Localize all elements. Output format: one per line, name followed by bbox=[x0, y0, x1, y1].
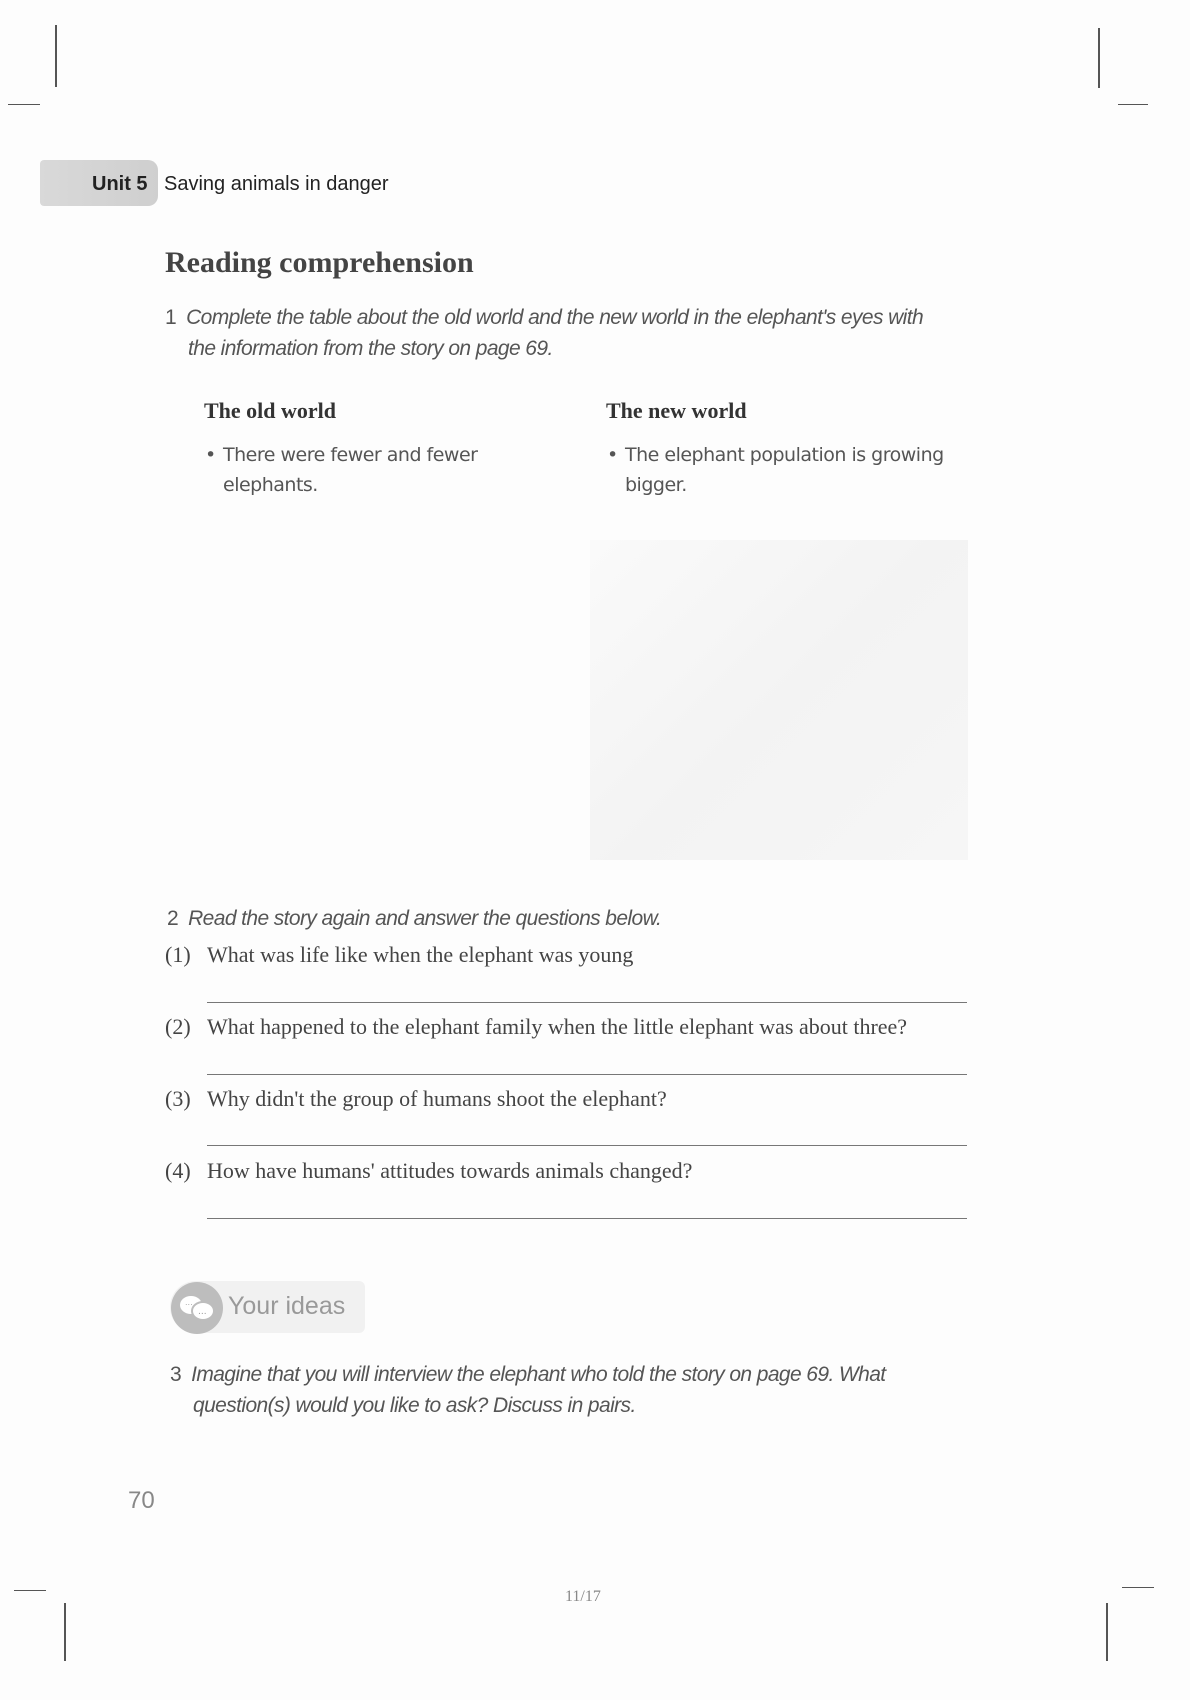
question-number: (1) bbox=[165, 942, 191, 967]
page-number: 70 bbox=[128, 1487, 155, 1514]
answer-line-2[interactable] bbox=[207, 1074, 967, 1075]
exercise2-instruction bbox=[167, 907, 661, 931]
answer-line-4[interactable] bbox=[207, 1218, 967, 1219]
old-world-bullet bbox=[205, 440, 513, 500]
question-text: How have humans' attitudes towards animals changed? bbox=[207, 1158, 693, 1183]
instruction-text: Imagine that you will interview the elephant who told the story on page 69. What bbox=[191, 1363, 886, 1386]
section-title: Reading comprehension bbox=[165, 246, 474, 279]
question-number: (4) bbox=[165, 1158, 191, 1183]
crop-mark bbox=[55, 25, 57, 87]
question-number: (2) bbox=[165, 1014, 191, 1039]
bullet-text: bigger. bbox=[625, 474, 687, 496]
question-text: What was life like when the elephant was young bbox=[207, 942, 634, 967]
question-4 bbox=[165, 1158, 692, 1184]
new-world-bullet bbox=[607, 440, 975, 500]
exercise3-instruction-cont: question(s) would you like to ask? Discuss in pairs. bbox=[193, 1394, 636, 1417]
crop-mark bbox=[1118, 104, 1148, 105]
crop-mark bbox=[1098, 28, 1100, 88]
unit-number: Unit 5 bbox=[92, 173, 148, 195]
bullet-icon: • bbox=[205, 444, 216, 466]
exercise1-instruction bbox=[165, 306, 923, 330]
old-world-heading: The old world bbox=[204, 398, 337, 423]
crop-mark bbox=[14, 1590, 46, 1591]
new-world-heading: The new world bbox=[606, 398, 747, 423]
instruction-text: Complete the table about the old world and the new world in the elephant's eyes with bbox=[186, 306, 924, 329]
question-1 bbox=[165, 942, 633, 968]
question-text: Why didn't the group of humans shoot the elephant? bbox=[207, 1086, 667, 1111]
exercise1-instruction-cont: the information from the story on page 69. bbox=[188, 337, 553, 360]
exercise-number: 1 bbox=[165, 306, 177, 329]
question-number: (3) bbox=[165, 1086, 191, 1111]
instruction-text: Read the story again and answer the questions below. bbox=[188, 907, 662, 930]
unit-title: Saving animals in danger bbox=[164, 173, 389, 195]
crop-mark bbox=[1122, 1587, 1154, 1588]
crop-mark bbox=[64, 1603, 66, 1661]
crop-mark bbox=[1106, 1603, 1108, 1661]
bullet-text: elephants. bbox=[223, 474, 318, 496]
faded-background-image bbox=[590, 540, 968, 860]
footer-page-indicator: 11/17 bbox=[565, 1588, 601, 1605]
exercise-number: 2 bbox=[167, 907, 179, 930]
question-text: What happened to the elephant family when the little elephant was about three? bbox=[207, 1014, 908, 1039]
your-ideas-label: Your ideas bbox=[228, 1292, 346, 1320]
bullet-text: There were fewer and fewer bbox=[223, 444, 478, 466]
answer-line-3[interactable] bbox=[207, 1145, 967, 1146]
bullet-text: The elephant population is growing bbox=[625, 444, 944, 466]
crop-mark bbox=[8, 104, 40, 105]
speech-bubbles-icon bbox=[170, 1281, 224, 1335]
svg-text:...: ... bbox=[185, 1298, 193, 1307]
bullet-icon: • bbox=[607, 444, 618, 466]
answer-line-1[interactable] bbox=[207, 1002, 967, 1003]
exercise-number: 3 bbox=[170, 1363, 182, 1386]
question-2 bbox=[165, 1014, 907, 1040]
svg-text:...: ... bbox=[198, 1307, 207, 1317]
exercise3-instruction bbox=[170, 1363, 886, 1387]
question-3 bbox=[165, 1086, 667, 1112]
